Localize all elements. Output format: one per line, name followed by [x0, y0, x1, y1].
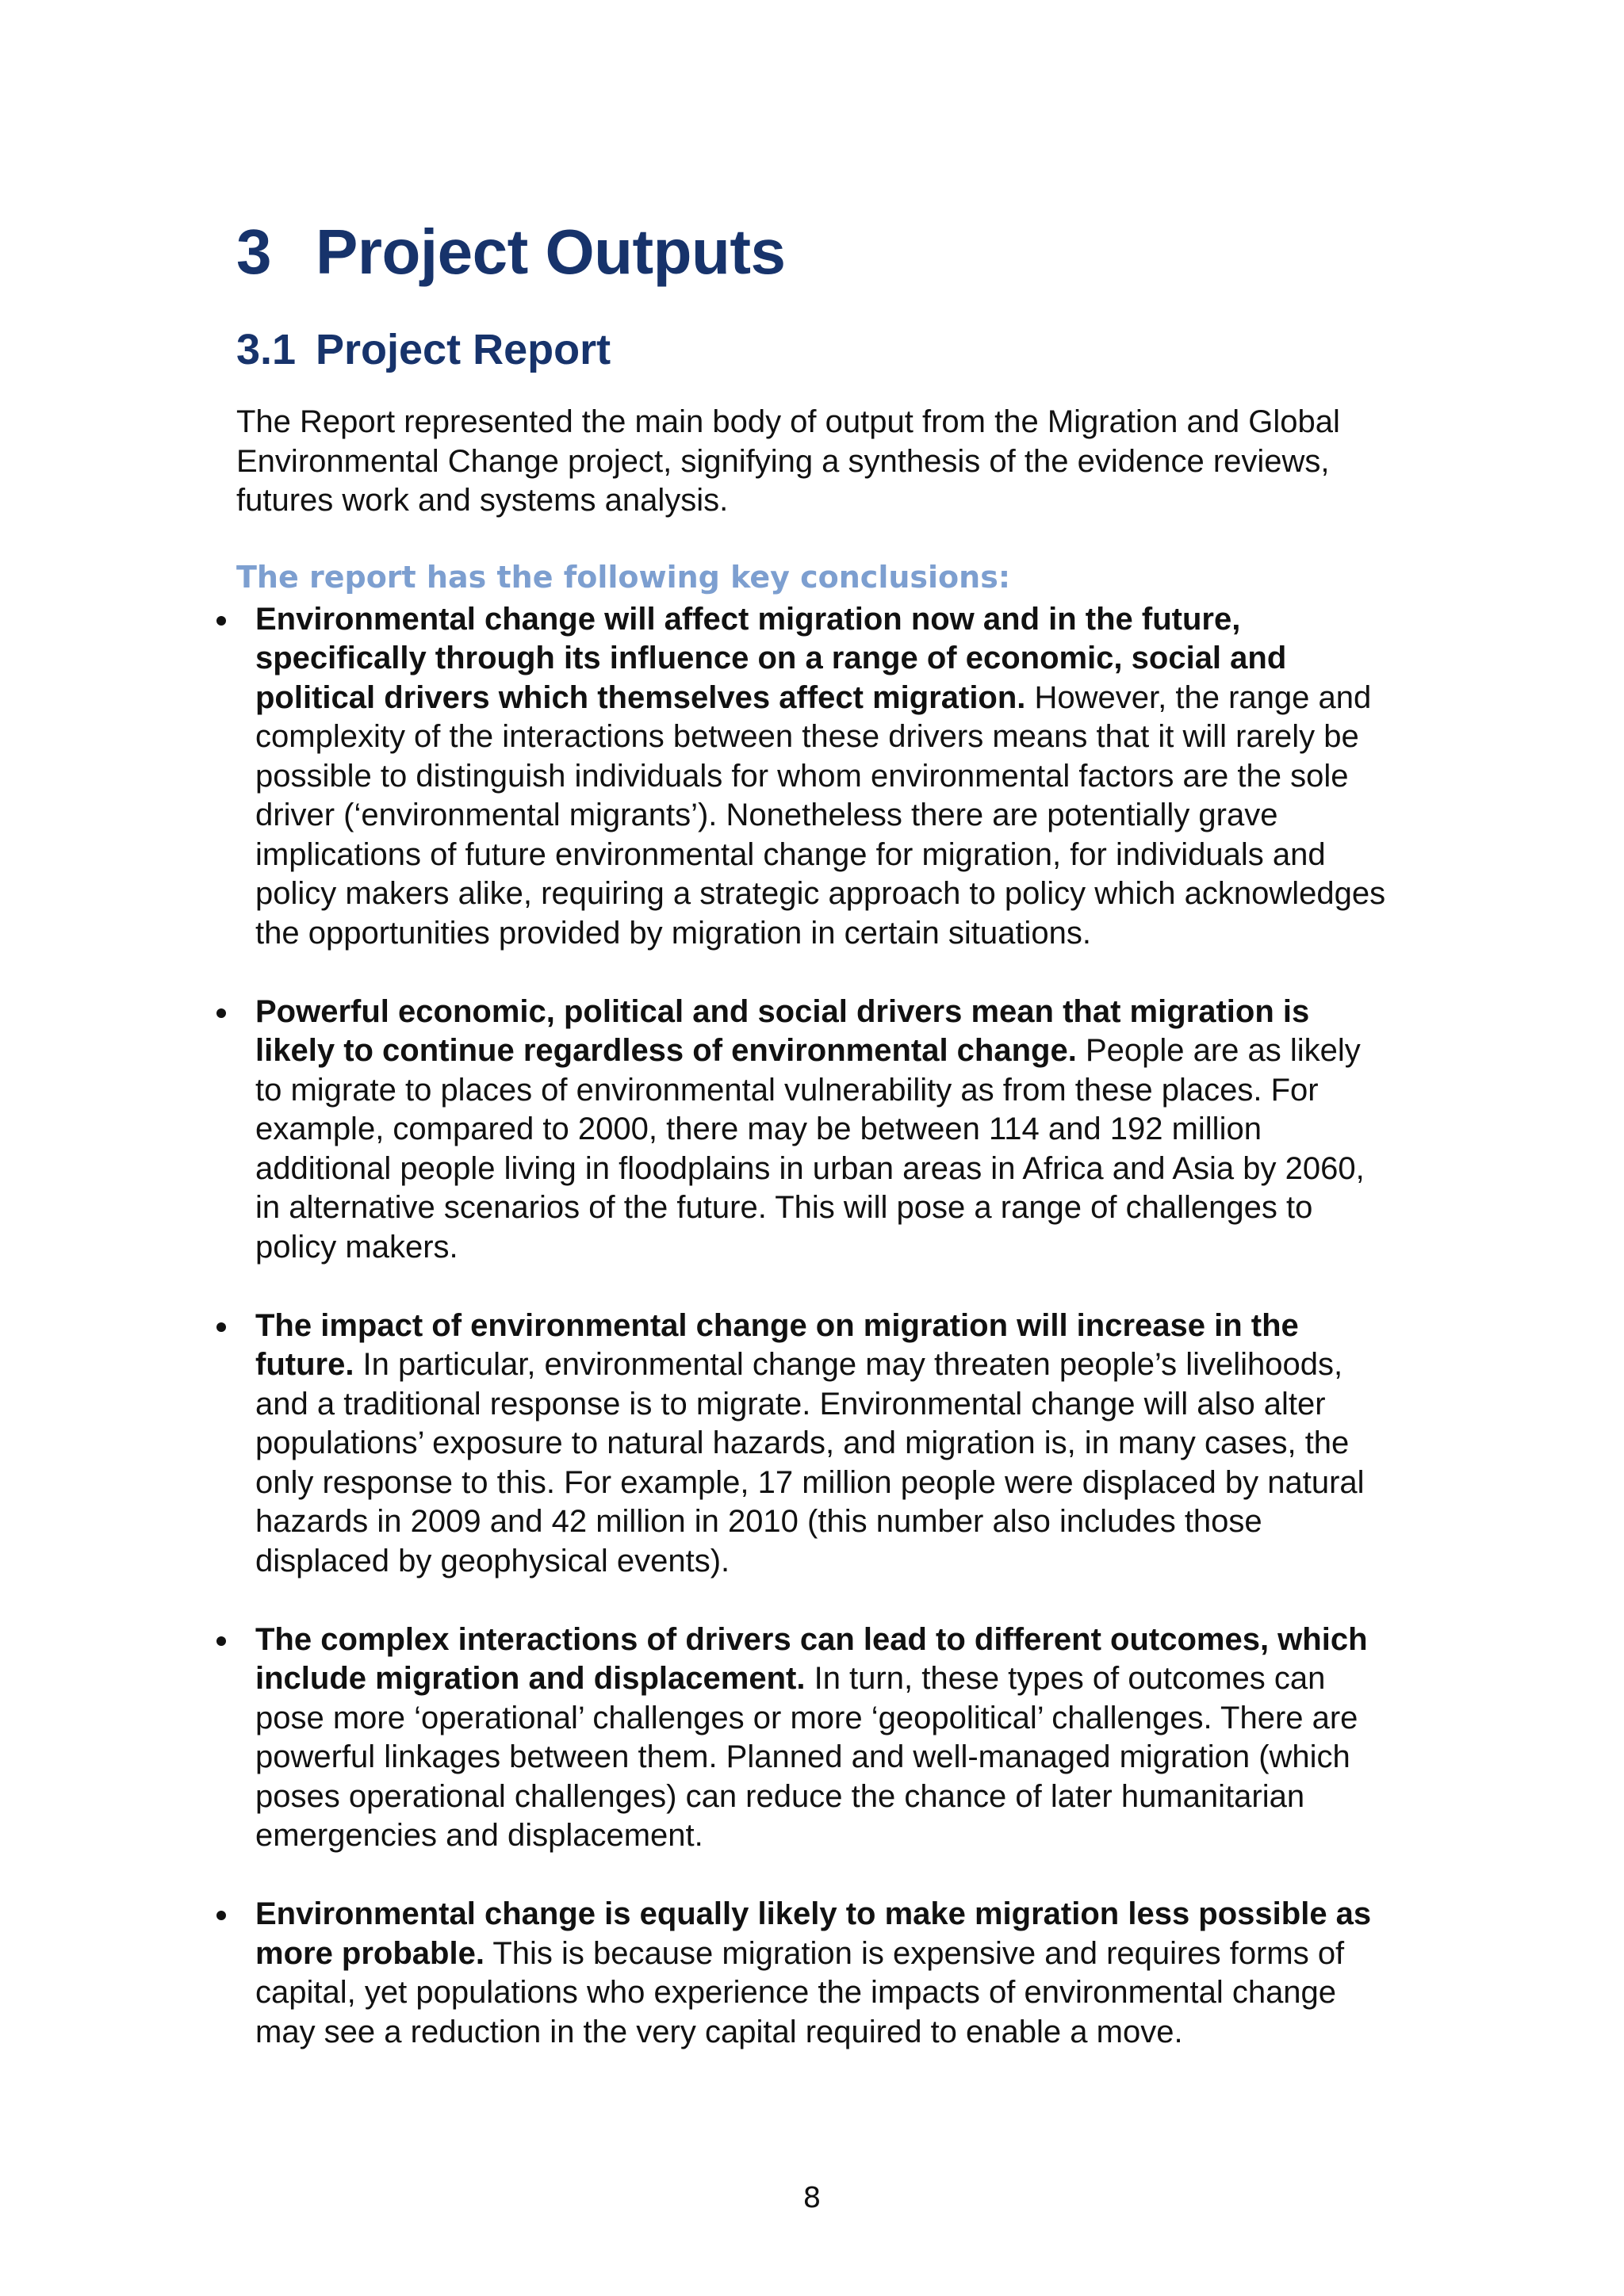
list-item [236, 993, 1394, 1268]
section-title: Project Report [316, 326, 611, 373]
bullet-icon [216, 616, 226, 626]
conclusion-body: However, the range and complexity of the interactions between these drivers means that it will rarely be possible to distinguish individuals for whom environmental factors are the sole driver (‘environmental migrants’). Nonetheless there are potentially grave implications of future environmental change for migration, for individuals and policy makers alike, requiring a strategic approach to policy which acknowledges the opportunities provided by migration in certain situations. [255, 679, 1386, 951]
bullet-icon [216, 1911, 226, 1920]
list-item [236, 1895, 1394, 2052]
conclusion-body: This is because migration is expensive and requires forms of capital, yet populations who experience the impacts of environmental change may see a reduction in the very capital required to enable a move. [255, 1935, 1345, 2049]
conclusion-lead: Environmental change is equally likely to make migration less possible as more probable. [255, 1896, 1372, 1971]
page-content [236, 214, 1394, 2091]
conclusion-lead: The complex interactions of drivers can lead to different outcomes, which include migration and displacement. [255, 1621, 1368, 1696]
section-number: 3.1 [236, 326, 297, 373]
list-item [236, 1621, 1394, 1856]
conclusion-lead: Environmental change will affect migration now and in the future, specifically through its influence on a range of economic, social and political drivers which themselves affect migration. [255, 601, 1287, 715]
section-heading [236, 323, 1394, 376]
conclusion-lead: Powerful economic, political and social drivers mean that migration is likely to continue regardless of environmental change. [255, 993, 1310, 1068]
list-item [236, 1307, 1394, 1582]
intro-paragraph: The Report represented the main body of output from the Migration and Global Environmental Change project, signifying a synthesis of the evidence reviews, futures work and systems analysis. [236, 404, 1340, 518]
bullet-icon [216, 1636, 226, 1646]
bullet-icon [216, 1322, 226, 1332]
page-number: 8 [802, 2182, 822, 2214]
conclusion-body: People are as likely to migrate to places of environmental vulnerability as from these places. For example, compared to 2000, there may be between 114 and 192 million additional people living in floodplains in urban areas in Africa and Asia by 2060, in alternative scenarios of the future. This will pose a range of challenges to policy makers. [255, 1033, 1365, 1265]
chapter-heading [236, 214, 1394, 290]
bullet-icon [216, 1008, 226, 1018]
chapter-number: 3 [236, 216, 271, 287]
conclusions-list [236, 600, 1394, 2053]
conclusion-body: In particular, environmental change may threaten people’s livelihoods, and a traditional response is to migrate. Environmental change will also alter populations’ exposure to natural hazards, and migration is, in many cases, the only response to this. For example, 17 million people were displaced by natural hazards in 2009 and 42 million in 2010 (this number also includes those displaced by geophysical events). [255, 1347, 1365, 1578]
chapter-title: Project Outputs [316, 216, 786, 287]
list-item [236, 600, 1394, 954]
conclusions-heading: The report has the following key conclusions: [236, 559, 1011, 595]
conclusion-body: In turn, these types of outcomes can pose more ‘operational’ challenges or more ‘geopolitical’ challenges. There are powerful linkages between them. Planned and well-managed migration (which poses operational challenges) can reduce the chance of later humanitarian emergencies and displacement. [255, 1661, 1358, 1853]
conclusion-lead: The impact of environmental change on migration will increase in the future. [255, 1307, 1299, 1382]
